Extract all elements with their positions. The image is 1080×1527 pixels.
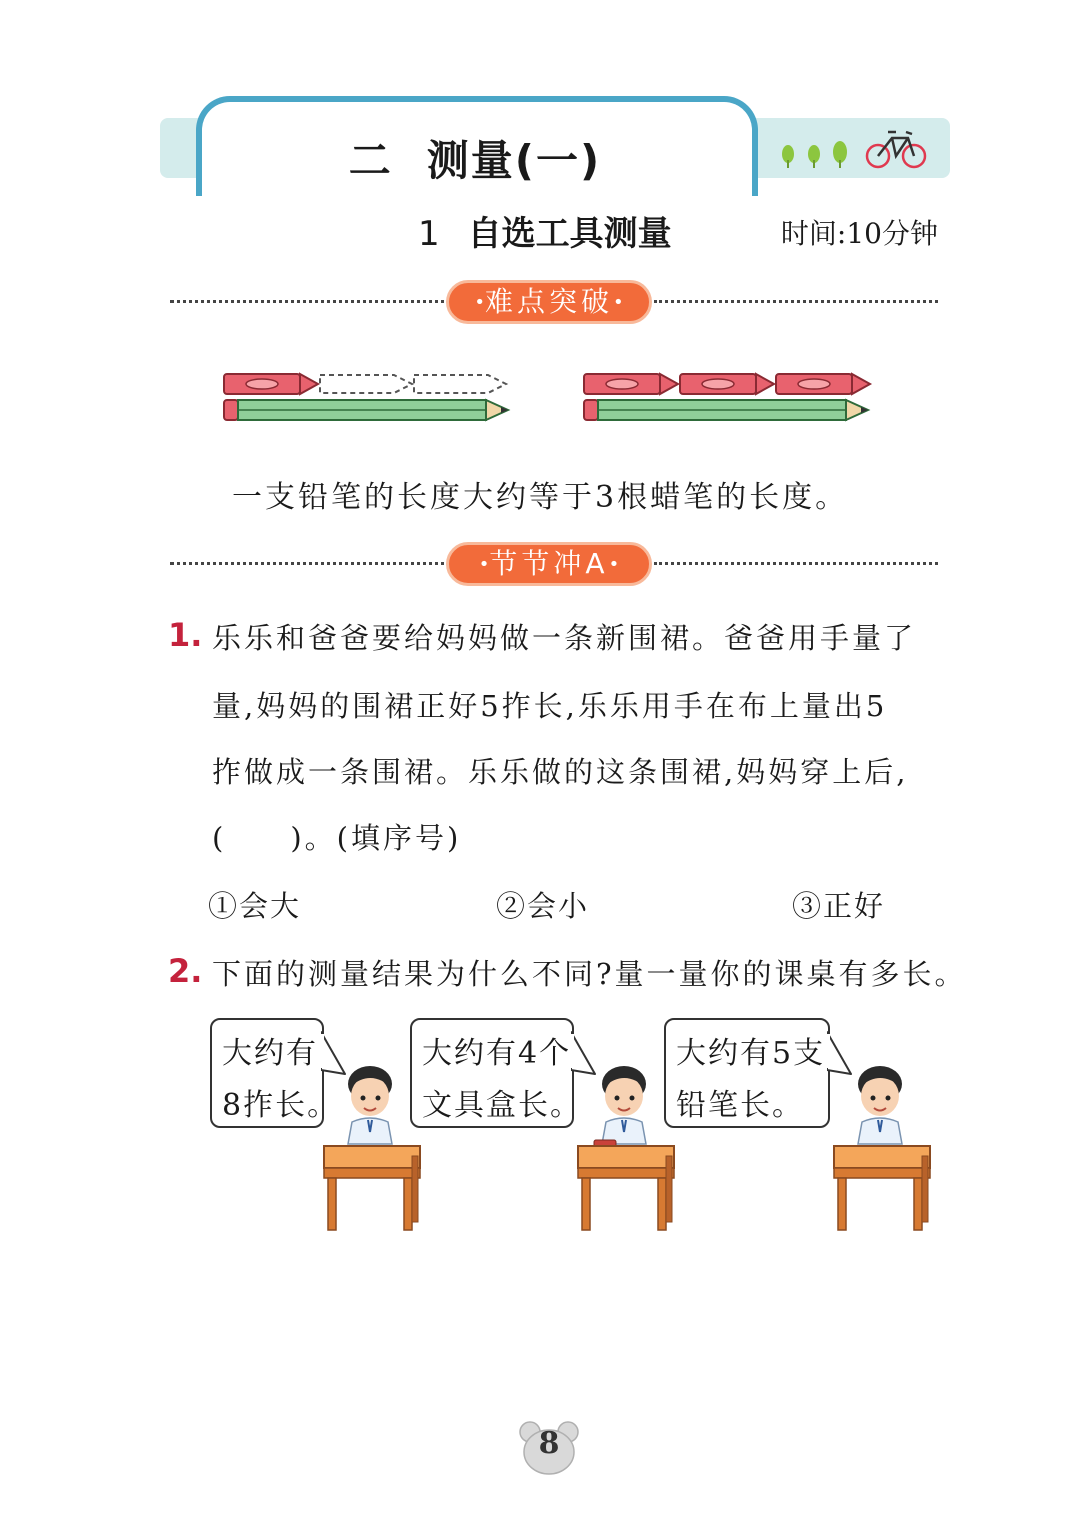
lesson-number: 1 (418, 214, 440, 254)
pencil-icon (584, 400, 868, 420)
bicycle-and-trees-icon (778, 124, 928, 172)
option-2[interactable]: ②会小 (496, 889, 590, 923)
answer-blank-line[interactable]: ( )。(填序号) (212, 821, 462, 855)
crayon-icon (224, 374, 318, 394)
pencil-icon (224, 400, 508, 420)
time-limit: 时间:10分钟 (780, 217, 938, 250)
option-1[interactable]: ①会大 (208, 889, 302, 923)
dashed-crayon-outline (414, 375, 506, 393)
crayon-icon (776, 374, 870, 394)
dotted-divider-right (654, 300, 938, 303)
question-text-line: 拃做成一条围裙。乐乐做的这条围裙,妈妈穿上后, (212, 755, 909, 789)
option-3[interactable]: ③正好 (792, 889, 886, 923)
question-number: 1. (168, 616, 203, 654)
crayon-icon (680, 374, 774, 394)
pencil-crayon-illustration (218, 366, 878, 432)
dotted-divider-left (170, 300, 452, 303)
question-text-line: 下面的测量结果为什么不同?量一量你的课桌有多长。 (212, 957, 967, 991)
lesson-title-text: 自选工具测量 (467, 214, 672, 254)
question-number: 2. (168, 952, 203, 990)
section-label: 节节冲A (489, 547, 609, 580)
dotted-divider-left (170, 562, 452, 565)
bubble-line: 大约有 (222, 1036, 318, 1071)
bubble-line: 大约有4个 (422, 1036, 572, 1071)
section-label: 难点突破 (484, 285, 613, 318)
dotted-divider-right (654, 562, 938, 565)
boy-measuring-desk-illustration (828, 1060, 948, 1240)
chapter-number: 二 (348, 136, 393, 185)
bubble-line: 文具盒长。 (422, 1088, 582, 1123)
bubble-line: 8拃长。 (222, 1088, 340, 1123)
crayon-icon (584, 374, 678, 394)
dashed-crayon-outline (320, 375, 412, 393)
boy-measuring-desk-illustration (572, 1060, 692, 1240)
question-text-line: 乐乐和爸爸要给妈妈做一条新围裙。爸爸用手量了 (212, 621, 917, 655)
bubble-line: 铅笔长。 (676, 1088, 804, 1123)
bubble-line: 大约有5支 (676, 1036, 826, 1071)
chapter-title-text: 测量(一) (426, 136, 602, 185)
speech-bubble (210, 1018, 340, 1128)
section-pill: •难点突破• (446, 280, 652, 324)
section-pill: •节节冲A• (446, 542, 652, 586)
lesson-title (418, 206, 672, 255)
page-number: 8 (538, 1426, 560, 1461)
boy-measuring-desk-illustration (318, 1060, 438, 1240)
section-banner-practice (170, 542, 938, 586)
question-text-line: 量,妈妈的围裙正好5拃长,乐乐用手在布上量出5 (212, 689, 888, 723)
illustration-caption: 一支铅笔的长度大约等于3根蜡笔的长度。 (232, 480, 849, 515)
section-banner-difficulty (170, 280, 938, 324)
